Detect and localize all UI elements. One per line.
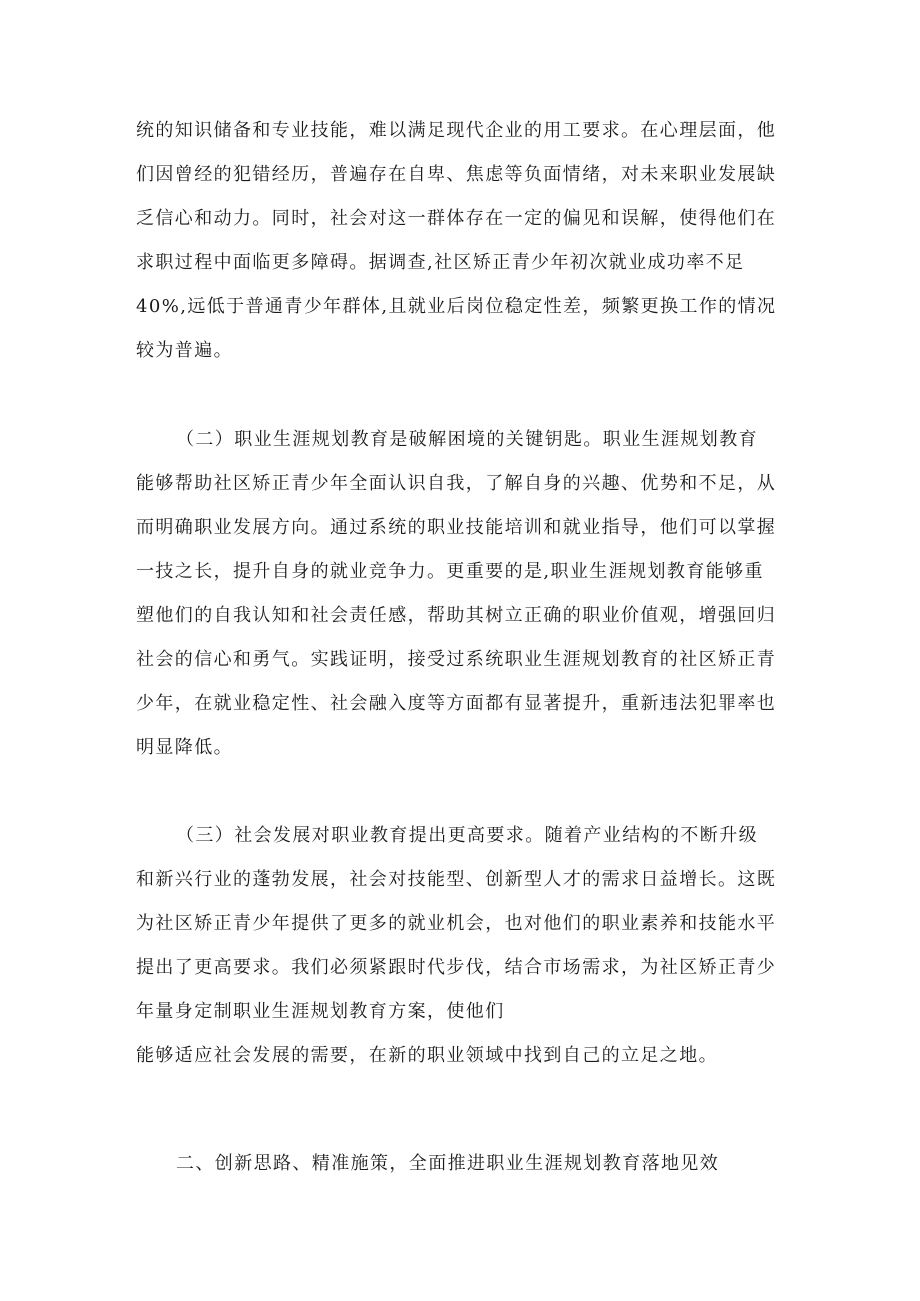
paragraph-line: 40%,远低于普通青少年群体,且就业后岗位稳定性差，频繁更换工作的情况 [136, 296, 777, 317]
paragraph-line: 提出了更高要求。我们必须紧跟时代步伐，结合市场需求，为社区矫正青少 [136, 957, 777, 978]
paragraph-line: （二）职业生涯规划教育是破解困境的关键钥匙。职业生涯规划教育 [176, 429, 758, 450]
paragraph-line: 们因曾经的犯错经历，普遍存在自卑、焦虑等负面情绪，对未来职业发展缺 [136, 164, 777, 185]
paragraph-line: 能够帮助社区矫正青少年全面认识自我，了解自身的兴趣、优势和不足，从 [136, 473, 777, 494]
section-heading: 二、创新思路、精准施策，全面推进职业生涯规划教育落地见效 [176, 1153, 720, 1174]
paragraph-line: 为社区矫正青少年提供了更多的就业机会，也对他们的职业素养和技能水平 [136, 913, 777, 934]
paragraph-line: 乏信心和动力。同时，社会对这一群体存在一定的偏见和误解，使得他们在 [136, 208, 777, 229]
paragraph-line: 年量身定制职业生涯规划教育方案，使他们 [136, 1001, 505, 1022]
paragraph-line: （三）社会发展对职业教育提出更高要求。随着产业结构的不断升级 [176, 825, 758, 846]
paragraph-line: 求职过程中面临更多障碍。据调查,社区矫正青少年初次就业成功率不足 [136, 252, 745, 273]
paragraph-line: 较为普遍。 [136, 340, 233, 361]
paragraph-line: 塑他们的自我认知和社会责任感，帮助其树立正确的职业价值观，增强回归 [136, 605, 777, 626]
paragraph-line: 和新兴行业的蓬勃发展，社会对技能型、创新型人才的需求日益增长。这既 [136, 869, 777, 890]
paragraph-line: 而明确职业发展方向。通过系统的职业技能培训和就业指导，他们可以掌握 [136, 517, 777, 538]
paragraph-line: 一技之长，提升自身的就业竞争力。更重要的是,职业生涯规划教育能够重 [136, 561, 764, 582]
paragraph-line: 统的知识储备和专业技能，难以满足现代企业的用工要求。在心理层面，他 [136, 120, 777, 141]
paragraph-line: 少年，在就业稳定性、社会融入度等方面都有显著提升，重新违法犯罪率也 [136, 693, 777, 714]
paragraph-line: 能够适应社会发展的需要，在新的职业领域中找到自己的立足之地。 [136, 1045, 718, 1066]
paragraph-line: 社会的信心和勇气。实践证明，接受过系统职业生涯规划教育的社区矫正青 [136, 649, 777, 670]
paragraph-line: 明显降低。 [136, 737, 233, 758]
